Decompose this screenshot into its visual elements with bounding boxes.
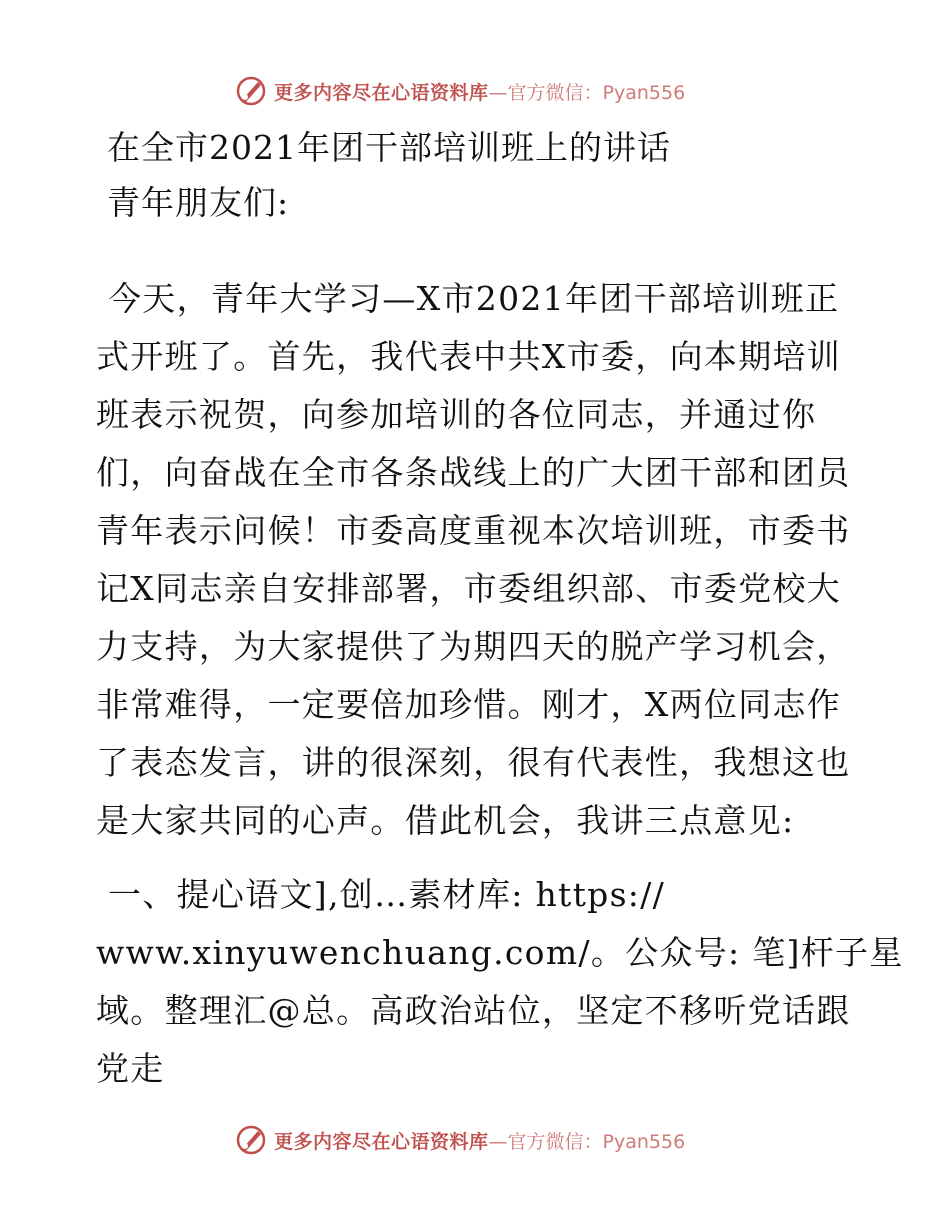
paragraph-line: 记X同志亲自安排部署，市委组织部、市委党校大 xyxy=(96,569,842,608)
paragraph-line: 们，向奋战在全市各条战线上的广大团干部和团员 xyxy=(96,453,851,492)
opening-paragraph xyxy=(96,270,856,850)
paragraph-line: 力支持，为大家提供了为期四天的脱产学习机会， xyxy=(96,627,851,666)
pen-logo-icon xyxy=(234,74,268,108)
document-title: 在全市2021年团干部培训班上的讲话 xyxy=(107,128,671,167)
paragraph-line: 青年表示问候！市委高度重视本次培训班，市委书 xyxy=(96,511,851,550)
heading-line: www.xinyuwenchuang.com/。公众号: 笔]杆子星 xyxy=(96,933,904,972)
banner-wechat-text: —官方微信：Pyan556 xyxy=(488,1130,686,1153)
banner-main-text: 更多内容尽在心语资料库 xyxy=(274,81,489,104)
paragraph-line: 班表示祝贺，向参加培训的各位同志，并通过你 xyxy=(96,395,817,434)
paragraph-line: 了表态发言，讲的很深刻，很有代表性，我想这也 xyxy=(96,743,851,782)
heading-line: 党走 xyxy=(96,1049,165,1088)
heading-line: 一、提心语文],创…素材库: https:// xyxy=(108,875,666,914)
greeting: 青年朋友们: xyxy=(107,183,290,222)
pen-logo-icon xyxy=(234,1123,268,1157)
paragraph-line: 非常难得，一定要倍加珍惜。刚才，X两位同志作 xyxy=(96,685,842,724)
section-one-heading xyxy=(96,866,904,1098)
header-watermark-banner xyxy=(234,71,714,111)
paragraph-line: 是大家共同的心声。借此机会，我讲三点意见: xyxy=(96,801,795,840)
banner-wechat-text: —官方微信：Pyan556 xyxy=(488,81,686,104)
heading-line: 域。整理汇@总。高政治站位，坚定不移听党话跟 xyxy=(96,991,851,1030)
paragraph-line: 式开班了。首先，我代表中共X市委，向本期培训 xyxy=(96,337,842,376)
footer-watermark-banner xyxy=(234,1120,714,1160)
paragraph-line: 今天，青年大学习—X市2021年团干部培训班正 xyxy=(108,279,840,318)
banner-main-text: 更多内容尽在心语资料库 xyxy=(274,1130,489,1153)
